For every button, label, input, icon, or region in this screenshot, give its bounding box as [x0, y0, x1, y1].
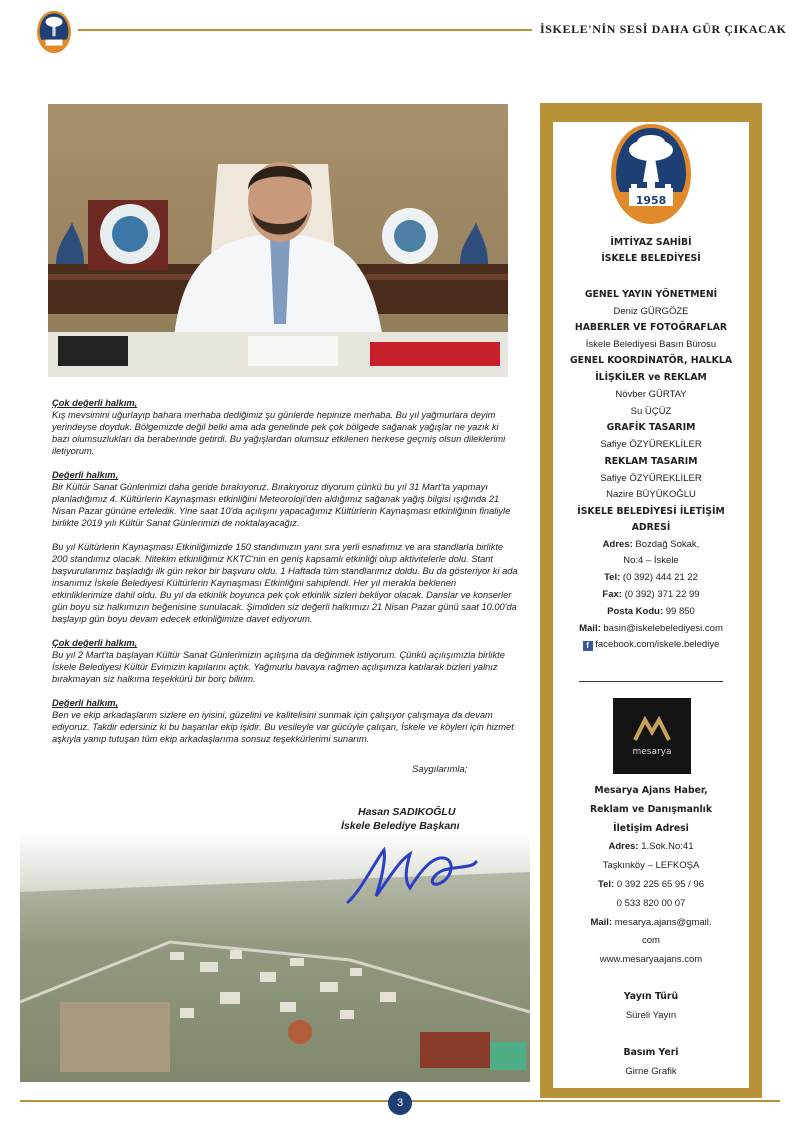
mayor-letter — [52, 397, 518, 757]
coord-value-2: Su ÜÇÜZ — [630, 406, 672, 417]
facebook-value[interactable]: facebook.com/iskele.belediye — [595, 639, 720, 650]
agency-address-label: Adres: — [608, 841, 639, 852]
address-label: Adres: — [602, 539, 633, 550]
coord-label-1: GENEL KOORDİNATÖR, HALKLA — [569, 355, 733, 366]
agency-line-1: Mesarya Ajans Haber, — [594, 785, 708, 796]
gm-label: GENEL YAYIN YÖNETMENİ — [584, 289, 718, 300]
agency-logo-text: mesarya — [632, 747, 672, 757]
mesarya-agency-logo — [613, 698, 691, 774]
letter-paragraph-1 — [52, 397, 518, 457]
salutation: Değerli halkım, — [52, 698, 119, 708]
ad-value-2: Nazire BÜYÜKOĞLU — [606, 489, 696, 500]
agency-mail-line — [553, 916, 749, 930]
closing-phrase: Saygılarımla; — [412, 764, 468, 775]
agency-tel-label: Tel: — [598, 879, 615, 890]
municipality-logo-small — [34, 10, 74, 54]
municipality-logo — [609, 122, 693, 226]
print-value: Girne Grafik — [625, 1066, 677, 1077]
mayor-portrait-photo — [48, 104, 508, 377]
postal-label: Posta Kodu: — [607, 606, 664, 617]
agency-tel-value-1: 0 392 225 65 95 / 96 — [616, 879, 704, 890]
print-label: Basım Yeri — [623, 1047, 679, 1058]
pubtype-value: Süreli Yayın — [625, 1010, 677, 1021]
agency-line-3: İletişim Adresi — [613, 823, 689, 834]
coord-value-1: Növber GÜRTAY — [615, 389, 687, 400]
owner-value: İSKELE BELEDİYESİ — [601, 253, 701, 264]
header-rule — [78, 29, 532, 31]
agency-website[interactable]: www.mesaryaajans.com — [599, 954, 703, 965]
page-number: 3 — [388, 1091, 412, 1115]
agency-address-value-1: 1.Sok.No:41 — [641, 841, 694, 852]
postal-line — [553, 605, 749, 619]
address-value-1: Bozdağ Sokak, — [635, 539, 700, 550]
letter-paragraph-3 — [52, 541, 518, 625]
agency-tel-line — [553, 878, 749, 892]
facebook-line[interactable] — [553, 638, 749, 652]
header-tagline: İSKELE'NİN SESİ DAHA GÜR ÇIKACAK — [540, 22, 787, 36]
agency-line-2: Reklam ve Danışmanlık — [589, 804, 713, 815]
news-label: HABERLER VE FOTOĞRAFLAR — [574, 322, 728, 333]
mail-value[interactable]: basin@iskelebelediyesi.com — [603, 623, 723, 634]
graphic-value: Safiye ÖZYÜREKLİLER — [600, 439, 702, 450]
agency-address-value-2: Taşkınköy – LEFKOŞA — [602, 860, 700, 871]
agency-mail-value-2[interactable]: com — [642, 935, 660, 946]
salutation: Çok değerli halkım, — [52, 398, 138, 408]
signer-name: Hasan SADIKOĞLU — [358, 806, 456, 818]
contact-label-2: ADRESİ — [631, 522, 671, 533]
paragraph-text: Bu yıl Kültürlerin Kaynaşması Etkinliğimizde 150 standımızın yanı sıra yerli esnafımız ve ara standlarla birlikte 200 standımız olacak. Nitekim etkinliğimiz KKTC'nin en geniş kapsamlı etkinliği olup aktivitelerle dolu. Stant başvurularımız başladığı ilk gün rekor bir başvuru oldu. 1 Haftada tüm standlarımız doldu. Bu da gösteriyor ki ada insanımız İskele Belediyesi Kültürlerin Kaynaşması Etkinliğini sahiplendi. Her yıl merakla beklenen etkinliklerimize dahil oldu. Bu yıl da etkinlik boyunca pek çok etkinlik sizleri bekliyor olacak. Danslar ve konserler gün boyu siz halkımızın beğenisine sunulacak. Şimdiden siz değerli halkımızı 21 Nisan Pazar günü saat 10.00'da başlayıp gün boyu devam edecek etkinliğimize davet ediyorum. — [52, 542, 518, 624]
salutation: Çok değerli halkım, — [52, 638, 138, 648]
letter-paragraph-5 — [52, 697, 518, 745]
pubtype-label: Yayın Türü — [623, 991, 679, 1002]
ad-label: REKLAM TASARIM — [604, 456, 698, 467]
mail-line — [553, 622, 749, 636]
letter-paragraph-4 — [52, 637, 518, 685]
gm-value: Deniz GÜRGÖZE — [613, 306, 689, 317]
contact-label-1: İSKELE BELEDİYESİ İLETİŞİM — [577, 506, 725, 517]
paragraph-text: Bu yıl 2 Mart'ta başlayan Kültür Sanat Günlerimizin açılışına da değinmek istiyorum. Çünkü açılışımızla birlikte İskele Belediyesi Kültür Evimizin kapılarını açtık. Yağmurlu havaya rağmen açılışımıza katılarak bizleri yalnız bırakmayan siz halkıma teşekkürü bir borç bilirim. — [52, 650, 505, 684]
handwritten-signature — [340, 832, 480, 912]
agency-address-line-1 — [553, 840, 749, 854]
tel-value: (0 392) 444 21 22 — [622, 572, 698, 583]
owner-label: İMTİYAZ SAHİBİ — [610, 237, 692, 248]
mail-label: Mail: — [579, 623, 601, 634]
salutation: Değerli halkım, — [52, 470, 119, 480]
logo-year: 1958 — [635, 194, 667, 207]
letter-paragraph-2 — [52, 469, 518, 529]
tel-line — [553, 571, 749, 585]
agency-mail-label: Mail: — [590, 917, 613, 928]
coord-label-2: İLİŞKİLER ve REKLAM — [595, 372, 707, 383]
masthead-sidebar — [553, 122, 749, 1088]
paragraph-text: Ben ve ekip arkadaşlarım sizlere en iyisini, güzelini ve kalitelisini sunmak için çalışıyor çalışmaya da devam ediyoruz. Takdir edersiniz ki bu başarılar ekip işidir. Bu vesileyle var gücüyle çalışan, İskele ve köyleri için hizmet aşkıyla yanıp tutuşan tüm ekip arkadaşlarıma sonsuz teşekkürlerimi sunarım. — [52, 710, 514, 744]
agency-tel-value-2: 0 533 820 00 07 — [616, 898, 686, 909]
postal-value: 99 850 — [665, 606, 695, 617]
tel-label: Tel: — [604, 572, 621, 583]
paragraph-text: Bir Kültür Sanat Günlerimizi daha geride bırakıyoruz. Bırakıyoruz diyorum çünkü bu yıl 31 Mart'ta yapmayı planladığımız 4. Kültürlerin Kaynaşması etkinliğini Meteoroloji'den aldığımız sağanak yağış bilgisi ışığında 21 Nisan Pazar gününe erteledik. Yine saat 10'da açılışını yapacağımız Kültürlerin Kaynaşması etkinliğinin finaliyle birlikte 2019 yılı Kültür Sanat Günlerimizi de noktalayacağız. — [52, 482, 511, 528]
fax-label: Fax: — [602, 589, 622, 600]
graphic-label: GRAFİK TASARIM — [606, 422, 696, 433]
ad-value-1: Safiye ÖZYÜREKLİLER — [600, 473, 702, 484]
paragraph-text: Kış mevsimini uğurlayıp bahara merhaba dediğimiz şu günlerde hepinize merhaba. Bu yıl yağmurlara deyim yerindeyse doyduk. Bölgemizde değil belki ama ada genelinde pek çok bölgede sağanak yağışlar ne yazık ki bazı olumsuzlukları da beraberinde getirdi. Bu yağışlardan olumsuz etkilenen herkese geçmiş olsun dileklerimi iletiyorum. — [52, 410, 506, 456]
sidebar-divider — [579, 681, 723, 682]
address-value-2: No:4 – İskele — [623, 555, 679, 566]
facebook-icon: f — [583, 641, 593, 651]
agency-mail-value-1[interactable]: mesarya.ajans@gmail. — [614, 917, 712, 928]
fax-value: (0 392) 371 22 99 — [624, 589, 700, 600]
address-line-1 — [553, 538, 749, 552]
fax-line — [553, 588, 749, 602]
signer-title: İskele Belediye Başkanı — [341, 820, 460, 832]
news-value: İskele Belediyesi Basın Bürosu — [585, 339, 717, 350]
